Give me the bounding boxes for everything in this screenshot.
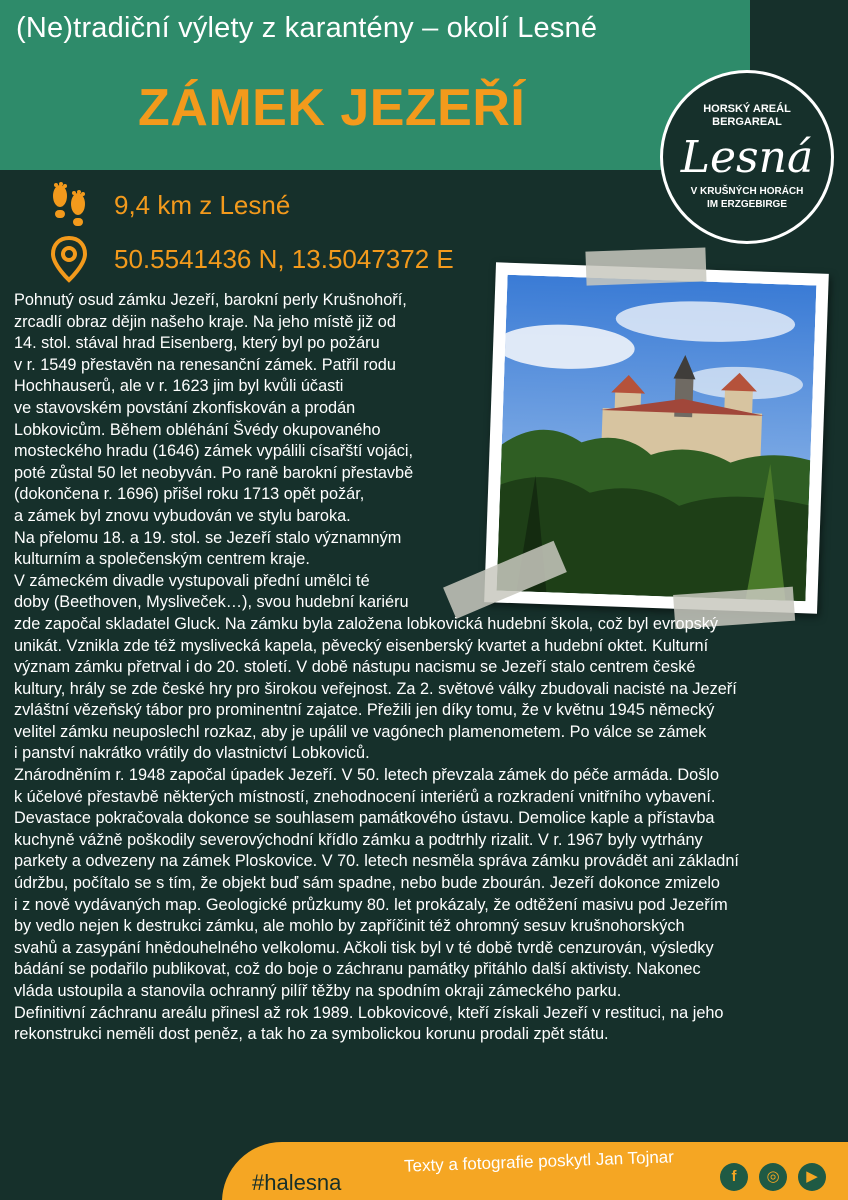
- body-line: zvláštní vězeňský tábor pro prominentní zajatce. Přežili jen díky tomu, že v květnu 1945 německý: [14, 701, 715, 720]
- hashtag[interactable]: #halesna: [252, 1170, 342, 1195]
- body-line: parkety a odvezeny na zámek Ploskovice. V 70. letech nesměla správa zámku provádět ani základní: [14, 852, 739, 871]
- body-line: 14. stol. stával hrad Eisenberg, který byl po požáru: [14, 334, 380, 353]
- body-line: kultury, hrály se zde české hry pro širokou veřejnost. Za 2. světové války zbudovali nacisté na Jezeří: [14, 679, 737, 698]
- logo-bottom-line2: IM ERZGEBIRGE: [706, 199, 787, 210]
- photo-credits: Texty a fotografie poskytl Jan Tojnar: [403, 1147, 675, 1176]
- body-line: údržbu, počítalo se s tím, že objekt buď sám spadne, nebo bude zbourán. Jezeří dokonce zmizelo: [14, 874, 720, 893]
- logo-bottom-line1: V KRUŠNÝCH HORÁCH: [690, 186, 804, 197]
- body-line: zrcadlí obraz dějin našeho kraje. Na jeho místě již od: [14, 312, 396, 331]
- coordinates-row: [44, 234, 454, 284]
- footprints-icon: [44, 180, 94, 230]
- logo-top-text: [663, 103, 831, 129]
- body-line: v r. 1549 přestavěn na renesanční zámek. Patřil rodu: [14, 355, 396, 374]
- body-line: Hochhauserů, ale v r. 1623 jim byl kvůli účasti: [14, 377, 344, 396]
- body-line: a zámek byl znovu vybudován ve stylu baroka.: [14, 506, 351, 525]
- body-line: velitel zámku neuposlechl rozkaz, aby je upálil ve vagónech plamenometem. Po válce se zámek: [14, 722, 707, 741]
- body-line: bádání se podařilo publikovat, což do boje o záchranu památky přitáhlo další aktivisty. Nakonec: [14, 960, 701, 979]
- body-line: k účelové přestavbě některých místností, znehodnocení interiérů a rozkradení vnitřního vybavení.: [14, 787, 716, 806]
- body-line: význam zámku přetrval i do 20. století. V době nástupu nacismu se Jezeří stalo centrem české: [14, 658, 696, 677]
- body-line: Pohnutý osud zámku Jezeří, barokní perly Krušnohoří,: [14, 291, 407, 309]
- coordinates-text: 50.5541436 N, 13.5047372 E: [114, 243, 454, 274]
- body-line: Definitivní záchranu areálu přinesl až rok 1989. Lobkovicové, kteří získali Jezeří v restituci, na jeho: [14, 1003, 724, 1022]
- body-line: Lobkovicům. Během obléhání Švédy okupovaného: [14, 420, 381, 439]
- distance-row: [44, 180, 290, 230]
- tape-top: [585, 247, 706, 285]
- body-line: (dokončena r. 1696) přišel roku 1713 opět požár,: [14, 485, 365, 504]
- body-line: Znárodněním r. 1948 započal úpadek Jezeří. V 50. letech převzala zámek do péče armáda. Došlo: [14, 766, 720, 785]
- body-line: rekonstrukci neměli dost peněz, a tak ho za symbolickou korunu prodali zpět státu.: [14, 1025, 609, 1044]
- body-line: doby (Beethoven, Mysliveček…), svou hudební kariéru: [14, 593, 409, 612]
- body-line: by vedlo nejen k destrukci zámku, ale mohlo by zapříčinit též ohromný sesuv krušnohorských: [14, 917, 685, 936]
- lesna-logo: [660, 70, 834, 244]
- logo-bottom-text: [663, 185, 831, 211]
- body-line: svahů a zasypání hnědouhelného velkolomu. Ačkoli tisk byl v té době tvrdě cenzurován, výsledky: [14, 938, 714, 957]
- body-line: kuchyně vážně poškodily severovýchodní křídlo zámku a podtrhly rizalit. V r. 1967 byly vytrhány: [14, 830, 703, 849]
- logo-top-line1: HORSKÝ AREÁL: [703, 103, 791, 115]
- body-line: Devastace pokračovala dokonce se souhlasem památkového ústavu. Demolice kaple a přístavba: [14, 809, 715, 828]
- distance-text: 9,4 km z Lesné: [114, 189, 291, 220]
- instagram-icon[interactable]: ◎: [759, 1163, 787, 1191]
- body-line: mosteckého hradu (1646) zámek vypálili císařští vojáci,: [14, 442, 414, 461]
- logo-script: Lesná: [680, 132, 814, 183]
- body-line: vláda ustoupila a stanovila ochranný pilíř těžby na spodním okraji zámeckého parku.: [14, 982, 622, 1000]
- body-line: Na přelomu 18. a 19. stol. se Jezeří stalo významným: [14, 528, 402, 547]
- logo-top-line2: BERGAREAL: [712, 116, 782, 128]
- body-line: ve stavovském povstání zkonfiskován a prodán: [14, 398, 356, 417]
- header-subtitle: (Ne)tradiční výlety z karantény – okolí Lesné: [16, 12, 598, 44]
- body-line: i z nově vydávaných map. Geologické průzkumy 80. let prokázaly, že odtěžení masivu pod Jezeřím: [14, 895, 728, 914]
- youtube-icon[interactable]: ▶: [798, 1163, 826, 1191]
- body-line: kulturním a společenským centrem kraje.: [14, 550, 310, 569]
- location-pin-icon: [44, 234, 94, 284]
- body-line: poté zůstal 50 let neobyván. Po raně barokní přestavbě: [14, 463, 414, 482]
- article-body: [14, 290, 840, 1046]
- body-line: unikát. Vznikla zde též myslivecká kapela, pěvecký eisenberský kvartet a hudební oktet. Kulturní: [14, 636, 709, 655]
- facebook-icon[interactable]: f: [720, 1163, 748, 1191]
- body-line: i panství nakrátko vrátily do vlastnictví Lobkoviců.: [14, 744, 370, 763]
- body-line: V zámeckém divadle vystupovali přední umělci té: [14, 571, 370, 590]
- body-line: zde započal skladatel Gluck. Na zámku byla založena lobkovická hudební škola, což byl evropský: [14, 614, 719, 633]
- page-title: ZÁMEK JEZEŘÍ: [138, 79, 526, 137]
